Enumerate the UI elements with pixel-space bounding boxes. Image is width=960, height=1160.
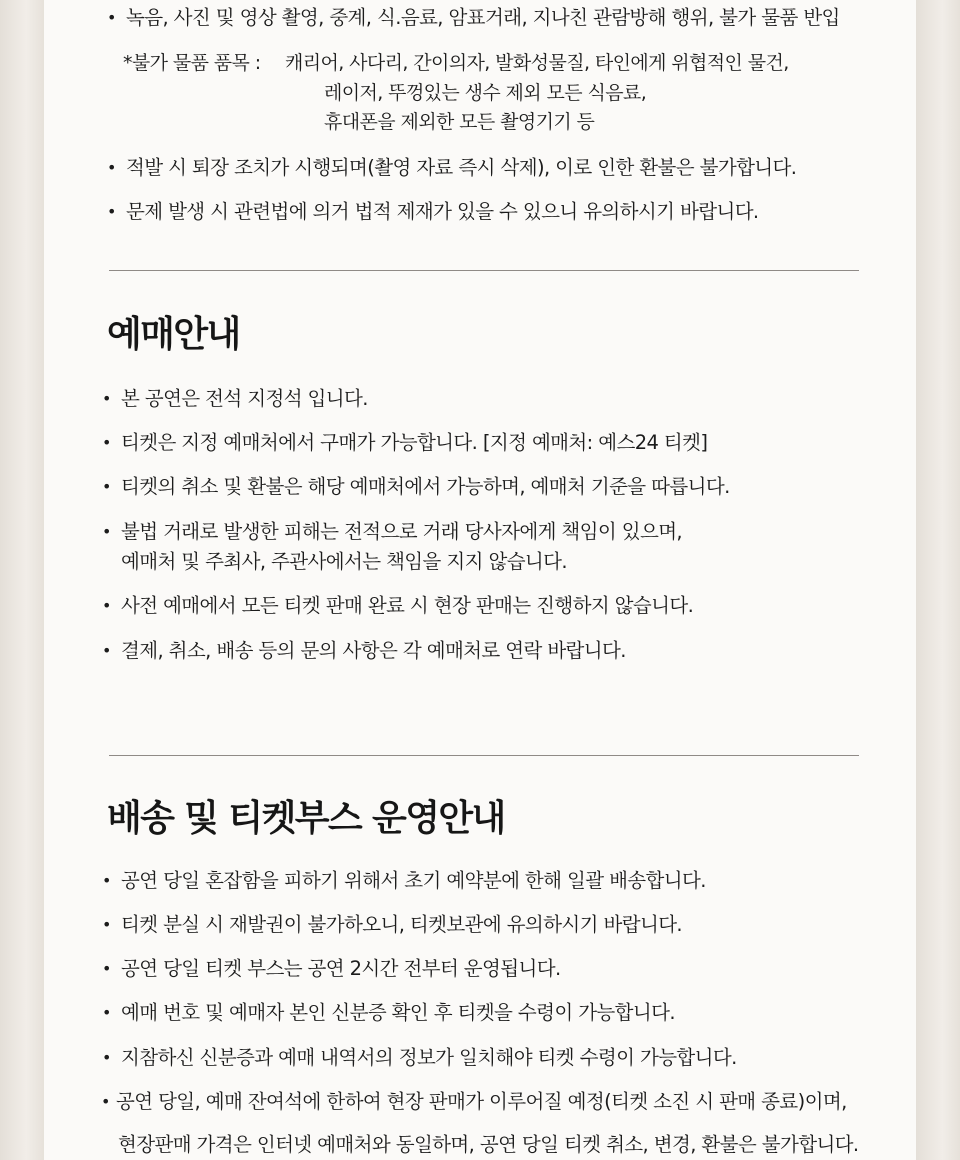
- delivery-item: 지참하신 신분증과 예매 내역서의 정보가 일치해야 티켓 수령이 가능합니다.: [121, 1046, 737, 1069]
- ticketing-item: 티켓은 지정 예매처에서 구매가 가능합니다. [지정 예매처: 예스24 티켓]: [121, 431, 708, 454]
- prohibited-line: 레이저, 뚜껑있는 생수 제외 모든 식음료,: [324, 82, 647, 104]
- delivery-item: 공연 당일, 예매 잔여석에 한하여 현장 판매가 이루어질 예정(티켓 소진 시 판매 종료)이며,: [116, 1090, 847, 1113]
- ticketing-item-continued: 예매처 및 주최사, 주관사에서는 책임을 지지 않습니다.: [121, 550, 568, 573]
- background-right: [916, 0, 960, 1160]
- prohibited-line: 캐리어, 사다리, 간이의자, 발화성물질, 타인에게 위협적인 물건,: [285, 52, 789, 74]
- ticketing-item: 사전 예매에서 모든 티켓 판매 완료 시 현장 판매는 진행하지 않습니다.: [121, 594, 694, 617]
- bullet: •: [107, 158, 117, 177]
- ticketing-item: 본 공연은 전석 지정석 입니다.: [121, 387, 368, 410]
- bullet: •: [102, 433, 112, 452]
- bullet: •: [102, 596, 112, 615]
- bullet: •: [102, 522, 112, 541]
- section-title-ticketing: 예매안내: [107, 314, 240, 355]
- bullet: •: [101, 1092, 111, 1111]
- bullet: •: [102, 477, 112, 496]
- bullet: •: [107, 202, 117, 221]
- section-divider: [109, 755, 859, 756]
- delivery-item: 공연 당일 티켓 부스는 공연 2시간 전부터 운영됩니다.: [121, 957, 561, 980]
- delivery-item: 예매 번호 및 예매자 본인 신분증 확인 후 티켓을 수령이 가능합니다.: [121, 1001, 675, 1024]
- notice-item: 문제 발생 시 관련법에 의거 법적 제재가 있을 수 있으니 유의하시기 바랍니다.: [126, 200, 759, 223]
- ticketing-item: 불법 거래로 발생한 피해는 전적으로 거래 당사자에게 책임이 있으며,: [121, 520, 683, 543]
- prohibited-line: 휴대폰을 제외한 모든 촬영기기 등: [324, 111, 595, 133]
- bullet: •: [102, 389, 112, 408]
- bullet: •: [102, 1003, 112, 1022]
- bullet: •: [102, 915, 112, 934]
- bullet: •: [102, 959, 112, 978]
- notice-item: 녹음, 사진 및 영상 촬영, 중계, 식.음료, 암표거래, 지나친 관람방해 행위, 불가 물품 반입: [126, 6, 840, 29]
- section-title-delivery: 배송 및 티켓부스 운영안내: [107, 798, 505, 839]
- background-left: [0, 0, 44, 1160]
- delivery-item: 공연 당일 혼잡함을 피하기 위해서 초기 예약분에 한해 일괄 배송합니다.: [121, 869, 706, 892]
- ticketing-item: 결제, 취소, 배송 등의 문의 사항은 각 예매처로 연락 바랍니다.: [121, 639, 626, 662]
- bullet: •: [102, 641, 112, 660]
- ticketing-item: 티켓의 취소 및 환불은 해당 예매처에서 가능하며, 예매처 기준을 따릅니다.: [121, 475, 730, 498]
- prohibited-label: *불가 물품 품목 :: [123, 52, 261, 74]
- bullet: •: [102, 871, 112, 890]
- delivery-item: 티켓 분실 시 재발권이 불가하오니, 티켓보관에 유의하시기 바랍니다.: [121, 913, 683, 936]
- delivery-item-continued: 현장판매 가격은 인터넷 예매처와 동일하며, 공연 당일 티켓 취소, 변경, 환불은 불가합니다.: [118, 1133, 859, 1156]
- section-divider: [109, 270, 859, 271]
- bullet: •: [102, 1048, 112, 1067]
- bullet: •: [107, 8, 117, 27]
- notice-item: 적발 시 퇴장 조치가 시행되며(촬영 자료 즉시 삭제), 이로 인한 환불은 불가합니다.: [126, 156, 797, 179]
